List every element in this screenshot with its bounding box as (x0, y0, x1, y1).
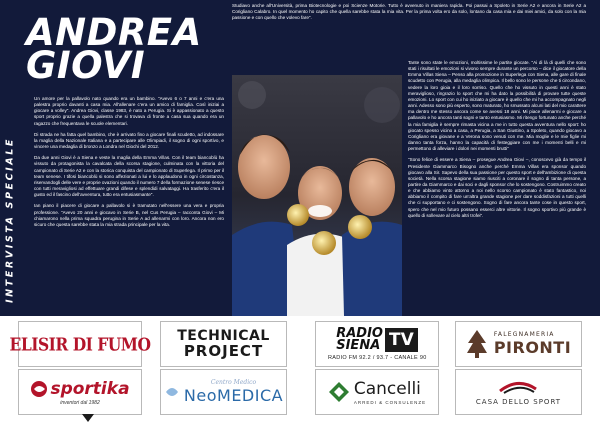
sponsor-cancelli[interactable] (315, 369, 439, 415)
sportika-emblem-icon (30, 380, 50, 398)
radio-frequency: RADIO FM 92.2 / 93.7 - CANALE 90 (328, 355, 427, 361)
sponsor-technical-project[interactable] (160, 321, 287, 367)
sponsor-elisir-di-fumo[interactable] (9, 321, 151, 367)
technical-line2: PROJECT (183, 342, 264, 360)
neomedica-name: NeoMEDICA (183, 386, 284, 405)
sponsor-strip (0, 316, 600, 424)
tree-icon (466, 329, 488, 359)
technical-project-logo (177, 329, 270, 359)
paragraph: Tante sono state le emozioni, moltissime le partite giocate. "Ai di là di quelli che sono stati i risultati le emozioni si vivono sempre durante un percorso – dice il giocatore della Emma Villas Siena – Penso alla promozione in Superlega con Siena, alle gare di finale scudetto con Perugia, alla medaglia olimpica. Il bello sono le persone che ti circondano, vedere la loro gioia e il loro sorriso. Quello che ho vissuto in questi anni è stato meraviglioso, ringrazio lo sport che mi ha dato la possibilità di provare tutte queste emozioni. Lo sport con cui ho iniziato a giocare è quello che mi ha accompagnato negli anni. Adesso sono più esperto, sono maturato, ho smussato alcuni lati del mio carattere ma dentro me stesso ancora come se avessi 18 anni. Mi piace allenarmi e giocare a pallavolo e ho ancora tanti sogni e tanto entusiasmo. Mi ritengo fortunato anche perché la mia famiglia è sempre rimasta vicina a me in tutto questa avventura nello sport: ho giocato spesso vicino a casa, a Perugia, a San Giustino, a Spoleto, quando giocavo a Corigliano era giovane e a Verona sono venuti con me. Mia moglie e le mie figlie mi danno tanta forza, hanno la capacità di festeggiare con me i momenti belli e mi permettono di alleviare i dolori nei momenti brutti" (408, 60, 586, 152)
radio-line2: SIENA (336, 338, 381, 353)
paragraph: "Sono felice di essere a Siena – prosegue Andrea Giovi –, conoscevo già da tempo il Presidente Giammarco Bisogno anche perché Emma Villas era sponsor quando giocavo alla Sir. Sapevo della sua passione per questo sport e dell'ambizione di questa società. Nella scorsa stagione siamo riusciti a coronare il sogno di tanta persone, a partire da Giammarco e dai soci e dagli sponsor che lo sostengono. Costruimmo creato e che abbiamo vinto attorno a noi nello scorso campionato è stato fantastico, noi abbiamo il compito di fare un'altra grande stagione per dare soddisfazioni a tutti quelli che ci supportano e ci sostengono. Sogno di fare ancora tante cose in questo sport, spero che nel mio futuro possano esserci altre vittorie. Il sogno sportivo più grande è quello di sollevare al cielo altri trofei". (408, 157, 586, 218)
cancelli-tagline: ARREDI & CONSULENZE (353, 400, 427, 405)
cancelli-name: Cancelli (353, 379, 421, 399)
side-label-vertical (2, 130, 18, 310)
sportika-tagline: inventori dal 1982 (60, 399, 100, 406)
team-celebration-medals-photo (232, 75, 402, 316)
paragraph: Da due anni Giovi è a Siena e veste la maglia della Emma Villas. Con il team biancoblù ha vissuto da protagonista la cavalcata della scorsa stagione, culminata con la vittoria del campionato di Serie A2 e con la storica conquista del campionato di Superlega. Il primo per il team senese. I tifosi biancoblù si sono affezionati a lui e lo applaudono in ogni circostanza, riservandogli delle vere e proprie ovazioni quando il numero 7 della formazione senese riesce con tutti meravigliosi ad effettuare grandi difese e splendidi salvataggi. Ha trasferito c'era il gusto ed il fascino dell'avventura, tutto era entusiasmante". (34, 155, 224, 198)
title-first-name: ANDREA (26, 11, 202, 54)
radio-siena-logo (336, 328, 418, 352)
casa-dello-sport-name: CASA DELLO SPORT (475, 397, 562, 406)
radio-line1: RADIO (336, 326, 383, 341)
swoosh-icon (498, 379, 538, 395)
neomedica-subtitle: Centro Medico (210, 379, 257, 386)
page-pointer-triangle (82, 414, 94, 422)
paragraph: Studiavo anche all'Università, prima Biotecnologie e poi Scienze Motorie. Tutto è avvenuto in maniera rapida. Poi passai a Spoleto in Serie A2 e ancora in Serie A2 a Corigliano Calabro. In quel momento ho capito che quella sarebbe stata la mia vita. Per la prima volta ero da solo, lontano da casa mia e dai miei amici, da solo con la mia passione e con quello che volevo fare". (232, 3, 586, 21)
radio-tv-badge: TV (385, 328, 418, 352)
paragraph: Un amore per la pallavolo nato quando era un bambino. "Avevo 6 o 7 anni e c'era una palestra proprio davanti a casa mia. All'allenare c'era un amico di famiglia. Così iniziai a giocare a volley". Andrea Giovi, classe 1983, è nato a Perugia. Si è appassionato a questo sport proprio grazie a quella palestra che si trovava di fronte a casa sua quando era un ragazzo che frequentava le scuole elementari. (34, 96, 224, 126)
article-title (26, 11, 226, 87)
paragraph: Ian piano il piacere di giocare a pallavolo si è tramutato nell'essere una vera e propria professione. "Avevo 20 anni e giocavo in Serie B, nel Cus Perugia – racconta Giovi – Mi chiamarono nella prima squadra perugina in Serie A ad allenarmi con loro. Ancora non ero sicuro che questa sarebbe stata la mia strada principale per la vita. (34, 203, 224, 227)
title-last-name: GIOVI (26, 44, 146, 87)
sponsor-sportika[interactable] (18, 369, 142, 415)
paragraph: Di strada ne ha fatta quel bambino, che è arrivato fino a giocare finali scudetto, ad indossare la maglia della Nazionale Italiana e a partecipare alle Olimpiadi, il sogno di ogni sportivo, e vincere una medaglia di bronzo a Londra nel Giochi del 2012. (34, 131, 224, 150)
sponsor-radio-siena-tv[interactable] (315, 321, 439, 367)
falegnameria-line1: FALEGNAMERIA (493, 331, 555, 338)
sponsor-falegnameria-pironti[interactable] (455, 321, 582, 367)
interview-label: INTERVISTA SPECIALE (4, 137, 16, 303)
sponsor-casa-dello-sport[interactable] (455, 369, 582, 415)
elisir-logo-text: ELISIR DI FUMO (9, 333, 151, 355)
right-top-text (232, 3, 586, 21)
sponsor-neomedica[interactable] (160, 369, 287, 415)
cancelli-logo-icon (328, 381, 350, 403)
sportika-name: sportika (50, 378, 130, 399)
right-bottom-text (408, 60, 586, 219)
left-text-column (34, 96, 224, 228)
photo-illustration (232, 75, 402, 316)
medical-cross-icon (164, 384, 180, 400)
technical-line1: TECHNICAL (177, 328, 270, 344)
falegnameria-line2: PIRONTI (493, 338, 572, 357)
